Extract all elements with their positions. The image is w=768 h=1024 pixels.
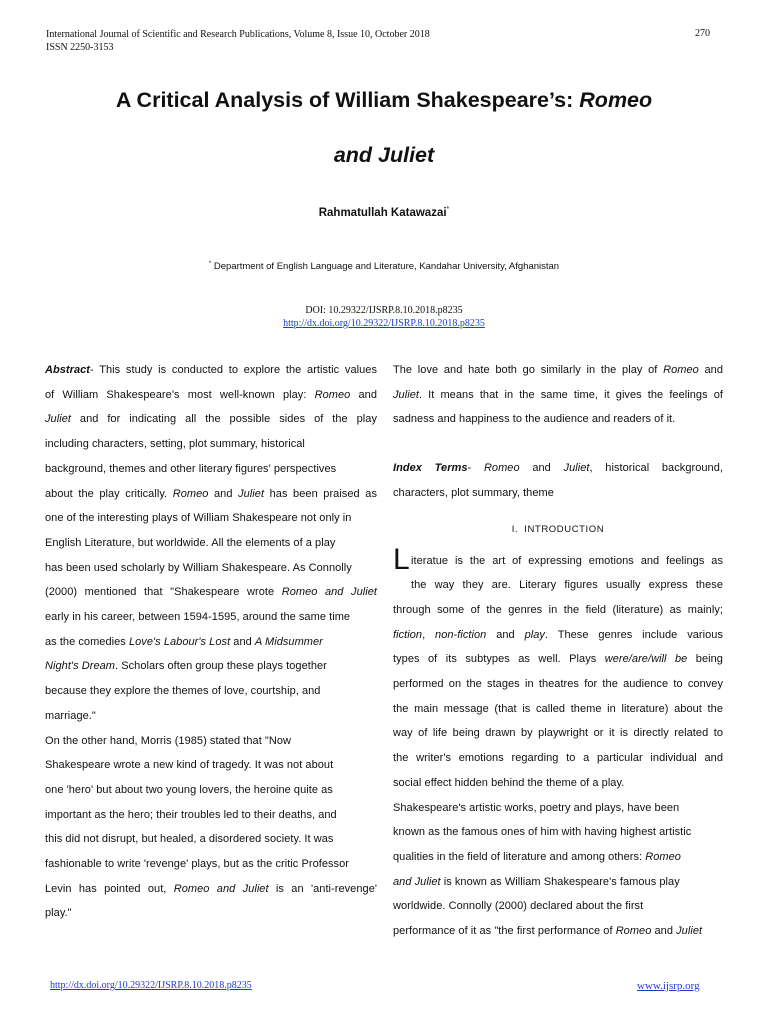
text-line: On the other hand, Morris (1985) stated that "Now <box>45 734 292 747</box>
text-line: performance of it as "the first performance of Romeo and Juliet <box>393 925 703 938</box>
text-line: including characters, setting, plot summary, historical <box>45 438 305 451</box>
affiliation: * Department of English Language and Literature, Kandahar University, Afghanistan <box>208 261 560 273</box>
text-line: The love and hate both go similarly in the play of Romeo and <box>393 364 724 376</box>
doi-label: DOI: 10.29322/IJSRP.8.10.2018.p8235 <box>305 305 463 316</box>
text-line: background, themes and other literary figures' perspectives <box>45 462 337 475</box>
text-line: way of life being drawn by playwright or it is directly related to <box>393 727 723 740</box>
text-line: through some of the genres in the field (literature) as mainly; <box>393 603 723 616</box>
author-name: Rahmatullah Katawazai* <box>318 206 450 219</box>
text-line: fiction, non-fiction and play. These genres include various <box>393 628 724 641</box>
text-line: because they explore the themes of love, courtship, and <box>45 685 321 698</box>
doi-link[interactable]: http://dx.doi.org/10.29322/IJSRP.8.10.2018.p8235 <box>283 318 485 329</box>
journal-citation: International Journal of Scientific and Research Publications, Volume 8, Issue 10, October 2018 <box>46 29 430 40</box>
text-line: this did not disrupt, but healed, a disordered society. It was <box>45 833 334 846</box>
text-line: Abstract- This study is conducted to explore the artistic values <box>45 364 377 376</box>
text-line: has been used scholarly by William Shakespeare. As Connolly <box>45 561 352 574</box>
paper-title-line-2: and Juliet <box>333 143 435 167</box>
text-line: the writer's emotions regarding to a particular individual and <box>393 752 723 765</box>
intro-paragraph <box>393 542 723 598</box>
paper-title-line-1: A Critical Analysis of William Shakespeare’s: Romeo <box>115 88 653 112</box>
text-line: and Juliet is known as William Shakespeare's famous play <box>393 875 680 888</box>
running-header <box>46 28 430 54</box>
text-line: qualities in the field of literature and among others: Romeo <box>393 850 681 863</box>
index-terms: Index Terms- Romeo and Juliet, historical background, <box>393 462 723 475</box>
text-line: Shakespeare's artistic works, poetry and plays, have been <box>393 801 680 814</box>
text-line: sadness and happiness to the audience and readers of it. <box>393 413 676 426</box>
text-line: marriage." <box>45 709 96 722</box>
text-line: Juliet and for indicating all the possible sides of the play <box>45 413 377 426</box>
text-line: types of its subtypes as well. Plays were/are/will be being <box>393 653 723 666</box>
text-line: fashionable to write 'revenge' plays, but as the critic Professor <box>45 858 349 871</box>
text-line: characters, plot summary, theme <box>393 486 554 499</box>
drop-cap: L <box>393 542 410 576</box>
text-line: Juliet. It means that in the same time, it gives the feelings of <box>393 388 723 401</box>
page-number: 270 <box>695 28 710 39</box>
text-line: worldwide. Connolly (2000) declared about the first <box>393 900 644 913</box>
text-line: of William Shakespeare’s most well-known play: Romeo and <box>45 388 377 401</box>
text-line: social effect hidden behind the theme of a play. <box>393 776 625 789</box>
left-column <box>45 358 377 926</box>
text-line: Night's Dream. Scholars often group these plays together <box>45 660 327 673</box>
text-line: play." <box>45 907 72 920</box>
text-line: performed on the stages in theatres for the audience to convey <box>393 678 723 691</box>
text-line: the way they are. Literary figures usually express these <box>411 579 723 592</box>
text-line: Shakespeare wrote a new kind of tragedy. It was not about <box>45 759 334 772</box>
footer-site-link[interactable]: www.ijsrp.org <box>637 980 700 992</box>
text-line: about the play critically. Romeo and Juliet has been praised as <box>45 487 377 500</box>
text-line: iteratue is the art of expressing emotions and feelings as <box>411 554 723 567</box>
text-line: as the comedies Love's Labour's Lost and A Midsummer <box>45 635 323 648</box>
right-column <box>393 358 723 944</box>
text-line: English Literature, but worldwide. All the elements of a play <box>45 536 336 549</box>
issn: ISSN 2250-3153 <box>46 42 114 53</box>
text-line: one 'hero' but about two young lovers, the heroine quite as <box>45 783 333 796</box>
text-line: the main message (that is called theme in literature) about the <box>393 702 723 715</box>
text-line: important as the hero; their troubles led to their deaths, and <box>45 808 337 821</box>
text-line: Levin has pointed out, Romeo and Juliet is an 'anti-revenge' <box>45 882 378 895</box>
text-line: known as the famous ones of him with having highest artistic <box>393 826 692 839</box>
section-heading: I. INTRODUCTION <box>511 523 605 535</box>
text-line: early in his career, between 1594-1595, around the same time <box>45 611 351 624</box>
footer-doi-link[interactable]: http://dx.doi.org/10.29322/IJSRP.8.10.2018.p8235 <box>50 980 252 991</box>
text-line: one of the interesting plays of William Shakespeare not only in <box>45 512 352 525</box>
text-line: (2000) mentioned that "Shakespeare wrote Romeo and Juliet <box>45 586 377 599</box>
